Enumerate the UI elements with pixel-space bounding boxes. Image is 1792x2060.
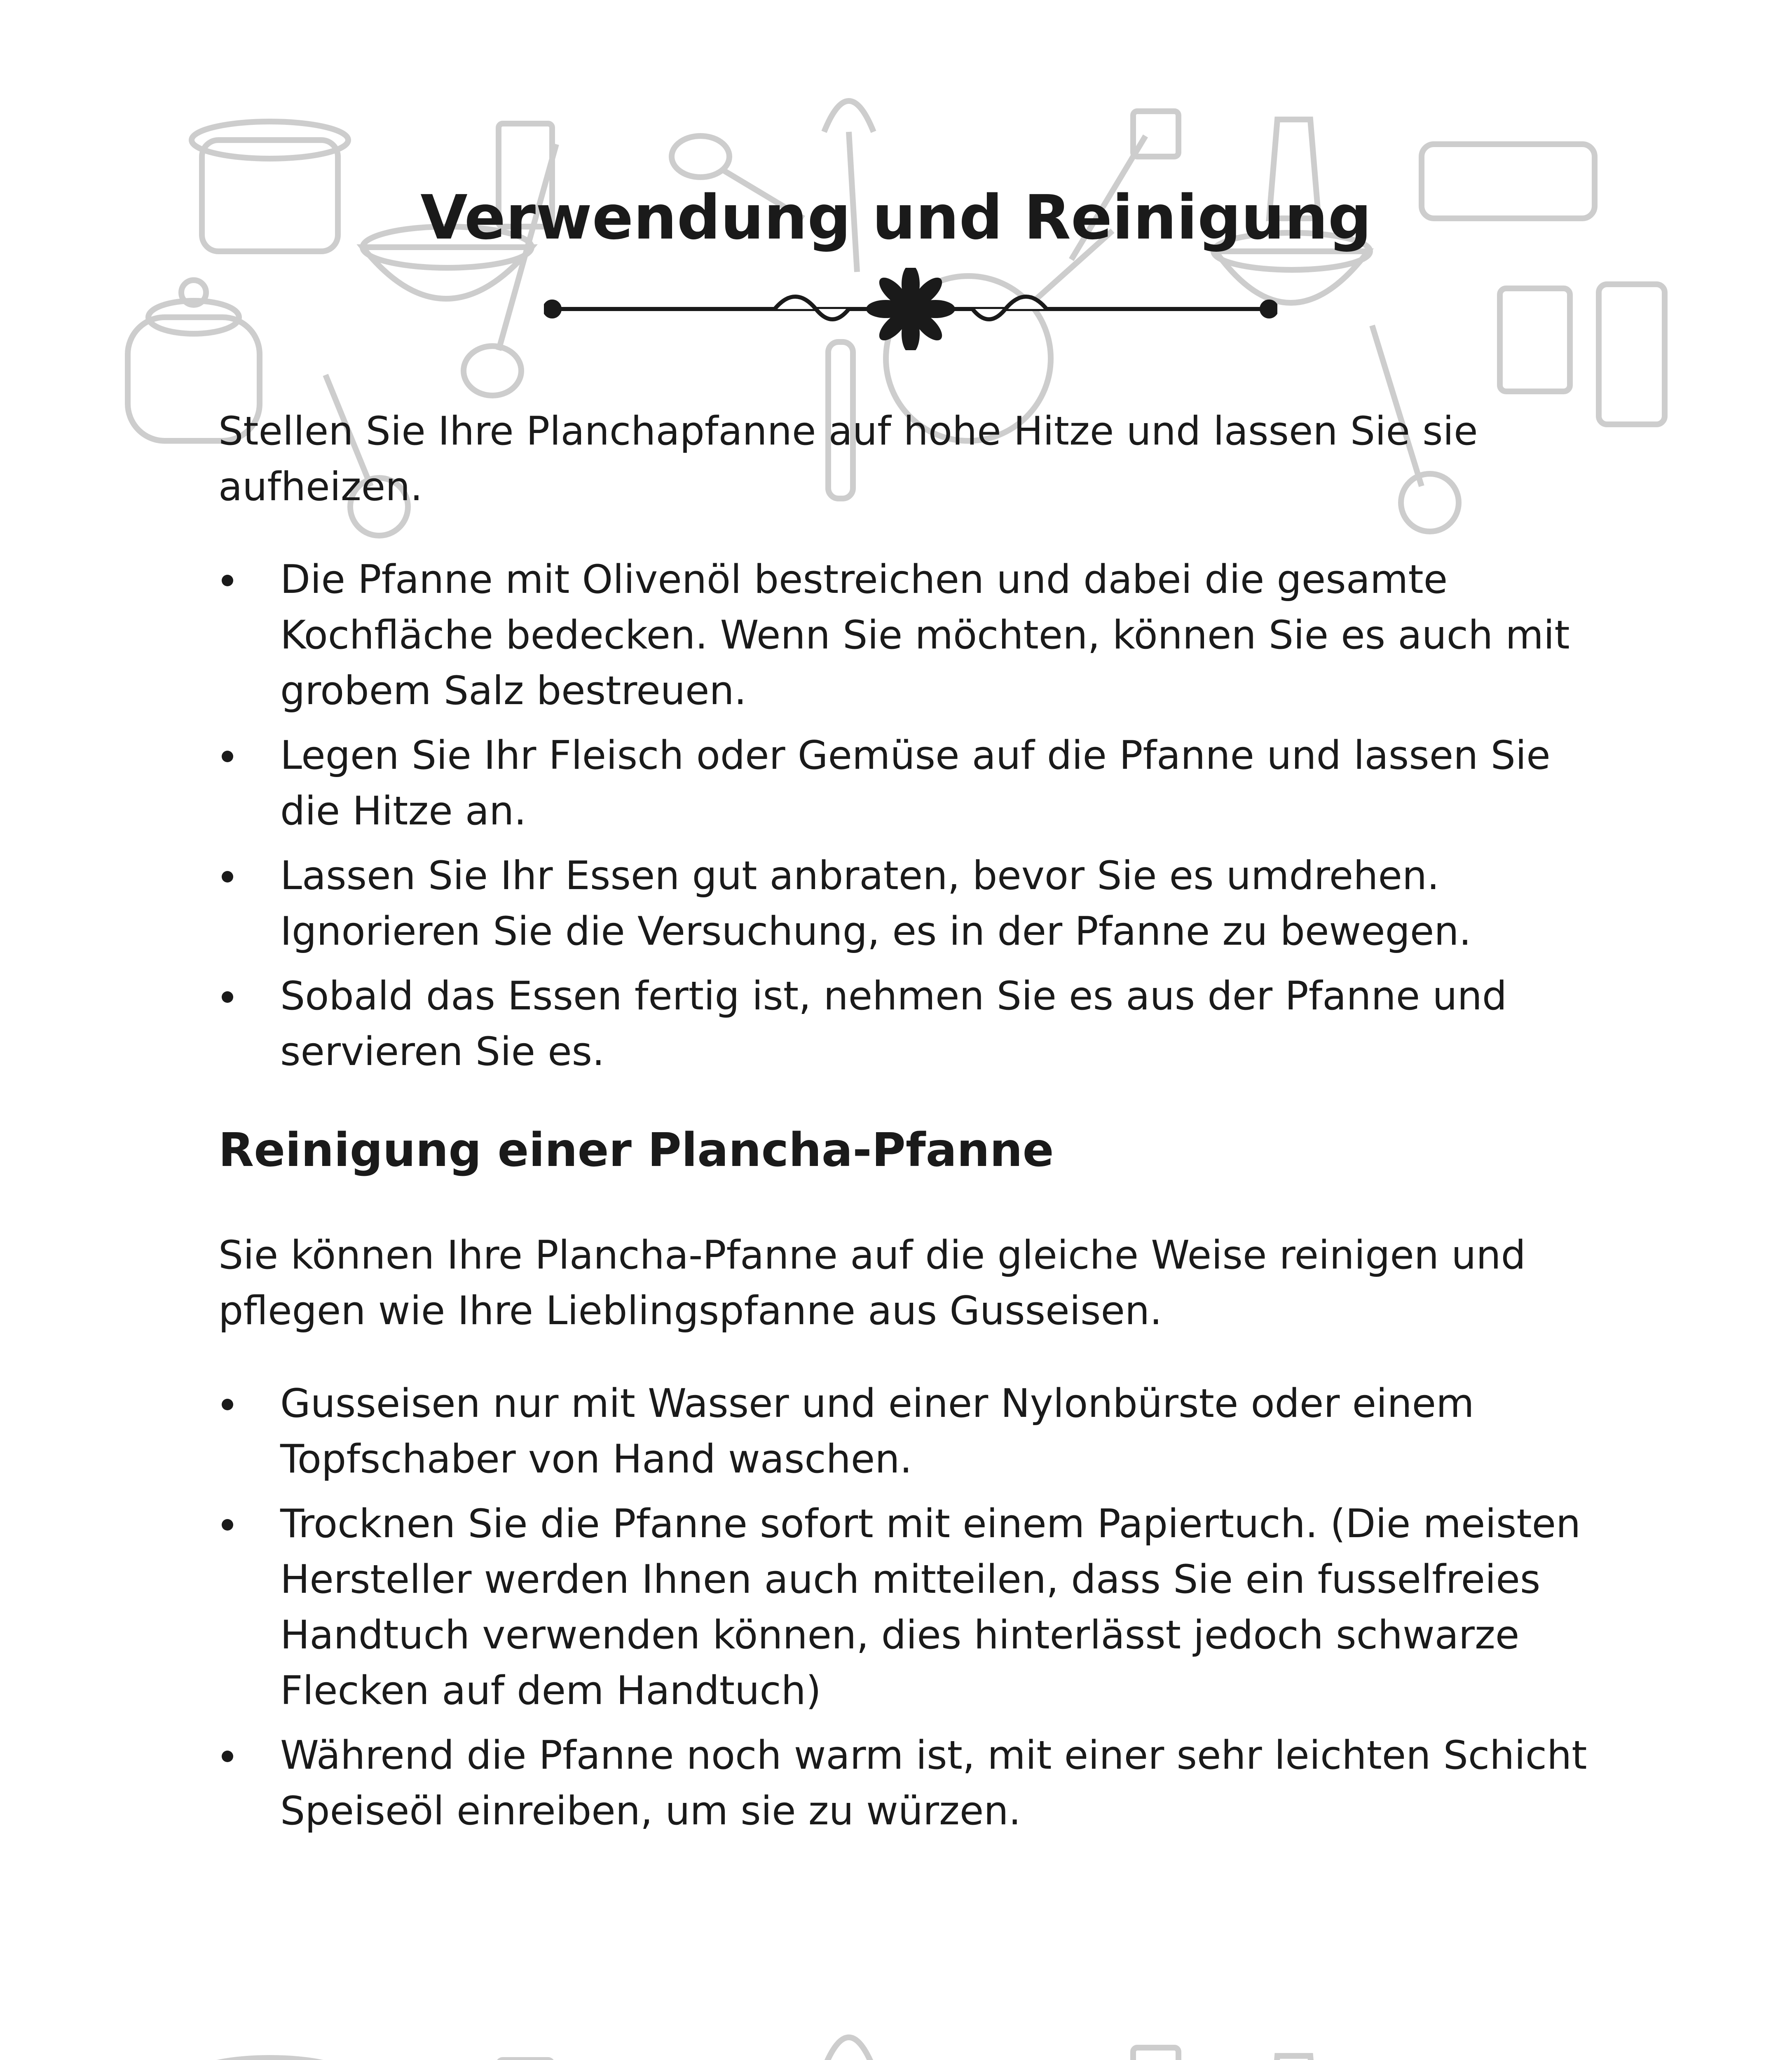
list-item: Während die Pfanne noch warm ist, mit einer sehr leichten Schicht Speiseöl einreiben, um sie zu würzen. (218, 1728, 1603, 1839)
intro-section (218, 404, 1603, 515)
spatula-icon (1071, 2048, 1178, 2060)
flower-ornament-icon (866, 268, 955, 350)
intro-paragraph: Stellen Sie Ihre Planchapfanne auf hohe Hitze und lassen Sie sie aufheizen. (218, 409, 1478, 510)
cleaning-intro (218, 1228, 1603, 1339)
list-item: Sobald das Essen fertig ist, nehmen Sie es aus der Pfanne und servieren Sie es. (218, 969, 1603, 1080)
list-item: Lassen Sie Ihr Essen gut anbraten, bevor Sie es umdrehen. Ignorieren Sie die Versuchung, es in der Pfanne zu bewegen. (218, 848, 1603, 960)
cleaning-intro-paragraph: Sie können Ihre Plancha-Pfanne auf die gleiche Weise reinigen und pflegen wie Ihre Lieblingspfanne aus Gusseisen. (218, 1233, 1526, 1334)
pitcher-icon (1269, 2056, 1319, 2060)
kitchen-illustration-background-bottom (0, 2031, 1792, 2060)
list-item: Trocknen Sie die Pfanne sofort mit einem Papiertuch. (Die meisten Hersteller werden Ihnen auch mitteilen, dass Sie ein fusselfreies Handtuch verwenden können, dies hinterlässt jedoch schwarze Flecken auf dem Handtuch) (218, 1496, 1603, 1719)
scale-icon (1500, 288, 1570, 391)
grater-icon (1599, 284, 1665, 424)
pot-icon (192, 2058, 348, 2060)
cleaning-section (218, 1121, 1603, 1181)
usage-steps (218, 552, 1603, 1089)
whisk-icon (824, 2037, 874, 2060)
cleaning-steps (218, 1376, 1603, 1848)
title-divider (544, 268, 1277, 350)
list-item: Legen Sie Ihr Fleisch oder Gemüse auf die Pfanne und lassen Sie die Hitze an. (218, 728, 1603, 839)
list-item: Die Pfanne mit Olivenöl bestreichen und dabei die gesamte Kochfläche bedecken. Wenn Sie möchten, können Sie es auch mit grobem Salz bestreuen. (218, 552, 1603, 719)
section-heading: Reinigung einer Plancha-Pfanne (218, 1124, 1054, 1177)
list-item: Gusseisen nur mit Wasser und einer Nylonbürste oder einem Topfschaber von Hand waschen. (218, 1376, 1603, 1487)
page-title: Verwendung und Reinigung (420, 182, 1372, 253)
